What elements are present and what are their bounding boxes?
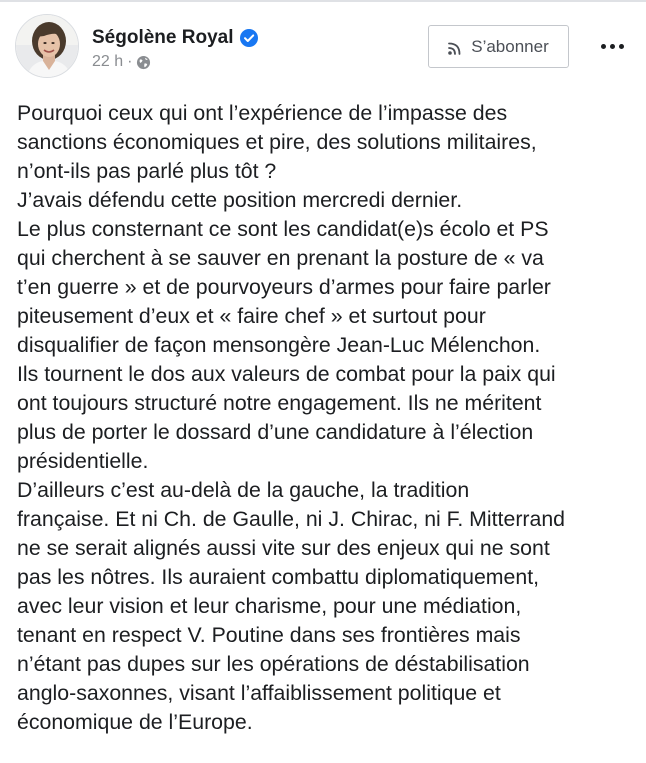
verified-badge-icon [240,29,258,47]
top-divider [0,0,646,2]
author-name[interactable]: Ségolène Royal [92,27,234,48]
post-text-line: anglo-saxonnes, visant l’affaiblissement politique et [17,681,501,705]
subscribe-label: S’abonner [471,36,549,56]
post-text-line: t’en guerre » et de pourvoyeurs d’armes pour faire parler [17,275,551,299]
post-text-line: ne se serait alignés aussi vite sur des enjeux qui ne sont [17,536,550,560]
post-body [17,99,639,737]
post-text-line: J’avais défendu cette position mercredi dernier. [17,188,463,212]
post-text-line: ont toujours structuré notre engagement. Ils ne méritent [17,391,542,415]
more-options-icon[interactable] [595,31,629,61]
meta-separator: · [127,53,133,70]
rss-icon [448,40,461,53]
post-text-line: disqualifier de façon mensongère Jean-Luc Mélenchon. [17,333,541,357]
post-meta [92,53,151,71]
post-text-line: n’ont-ils pas parlé plus tôt ? [17,159,277,183]
post-text-line: pas les nôtres. Ils auraient combattu diplomatiquement, [17,565,540,589]
post-text-line: D’ailleurs c’est au-delà de la gauche, la tradition [17,478,470,502]
post-text-line: piteusement d’eux et « faire chef » et surtout pour [17,304,486,328]
more-dot [619,44,624,49]
post-text-line: Pourquoi ceux qui ont l’expérience de l’impasse des [17,101,508,125]
post-text-line: avec leur vision et leur charisme, pour une médiation, [17,594,522,618]
post-text-line: française. Et ni Ch. de Gaulle, ni J. Chirac, ni F. Mitterrand [17,507,566,531]
post-text-line: économique de l’Europe. [17,710,253,734]
avatar-photo [16,15,79,78]
more-dot [601,44,606,49]
post-text-line: tenant en respect V. Poutine dans ses frontières mais [17,623,521,647]
post-text-line: qui cherchent à se sauver en prenant la posture de « va [17,246,544,270]
post-text-line: plus de porter le dossard d’une candidature à l’élection [17,420,534,444]
post-text-line: sanctions économiques et pire, des solutions militaires, [17,130,537,154]
post-text-line: Le plus consternant ce sont les candidat(e)s écolo et PS [17,217,549,241]
author-row [92,27,258,49]
subscribe-button[interactable] [428,25,569,68]
more-dot [610,44,615,49]
post-timestamp[interactable]: 22 h [92,53,124,70]
post-text-line: présidentielle. [17,449,149,473]
post-header [15,14,635,80]
avatar[interactable] [15,14,79,78]
globe-icon[interactable] [136,55,151,70]
post-text-line: n’étant pas dupes sur les opérations de déstabilisation [17,652,530,676]
post-text-line: Ils tournent le dos aux valeurs de combat pour la paix qui [17,362,556,386]
